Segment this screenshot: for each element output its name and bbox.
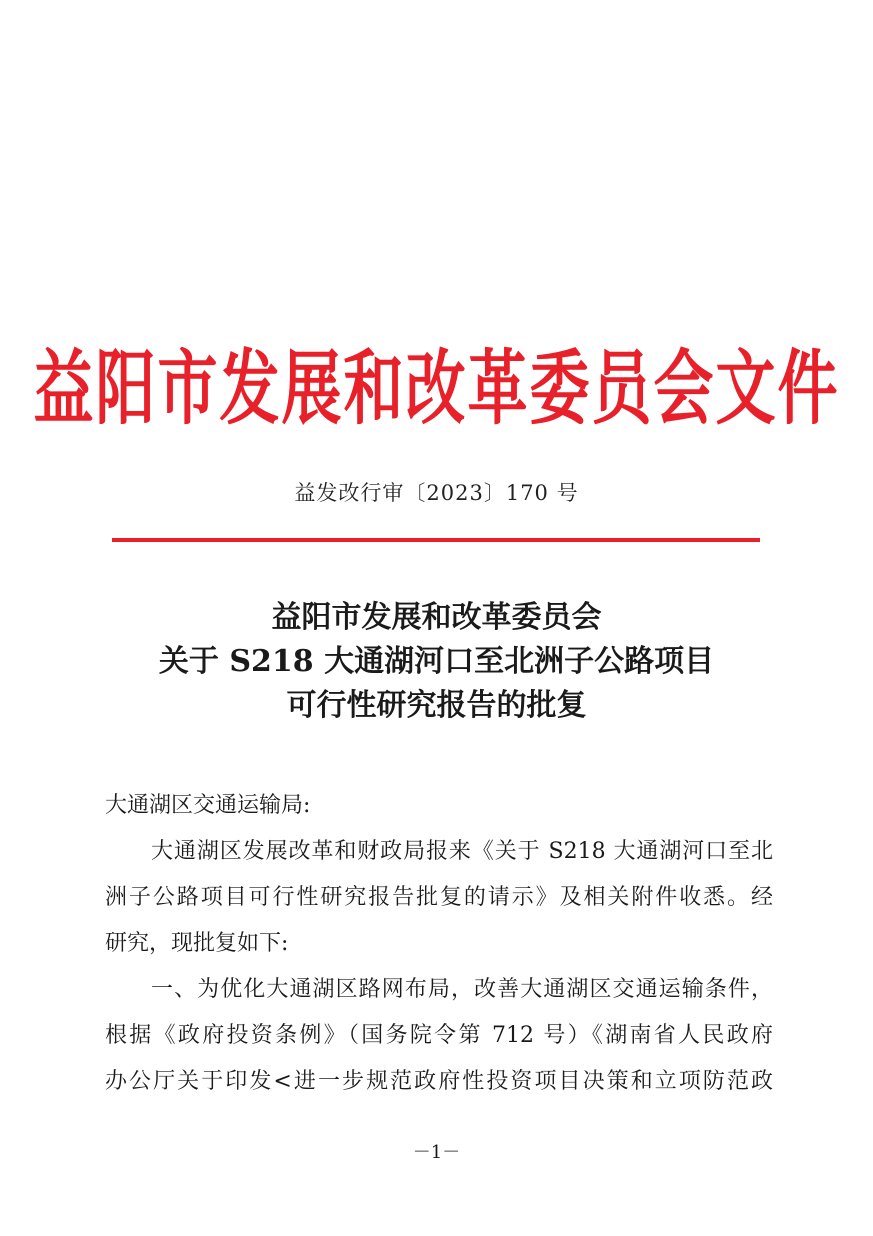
body-line-5: 根据《政府投资条例》（国务院令第 712 号）《湖南省人民政府 xyxy=(105,1023,773,1048)
document-body xyxy=(105,783,773,1105)
body-line-3: 研究，现批复如下: xyxy=(105,931,289,956)
page-number: －1－ xyxy=(412,1142,461,1163)
recipient-line: 大通湖区交通运输局: xyxy=(105,793,311,818)
body-line-1: 大通湖区发展改革和财政局报来《关于 S218 大通湖河口至北 xyxy=(151,839,773,864)
red-separator-line xyxy=(112,538,760,542)
body-line-2: 洲子公路项目可行性研究报告批复的请示》及相关附件收悉。经 xyxy=(105,885,773,910)
document-number: 益发改行审〔2023〕170 号 xyxy=(294,481,579,505)
body-line-6: 办公厅关于印发<进一步规范政府性投资项目决策和立项防范政 xyxy=(105,1069,773,1094)
title-line-3: 可行性研究报告的批复 xyxy=(286,688,587,723)
title-line-2: 关于 S218 大通湖河口至北洲子公路项目 xyxy=(158,644,715,679)
document-title xyxy=(0,596,873,728)
body-line-4: 一、为优化大通湖区路网布局，改善大通湖区交通运输条件， xyxy=(151,977,773,1002)
masthead-title: 益阳市发展和改革委员会文件 xyxy=(33,342,840,437)
title-line-1: 益阳市发展和改革委员会 xyxy=(271,600,602,635)
